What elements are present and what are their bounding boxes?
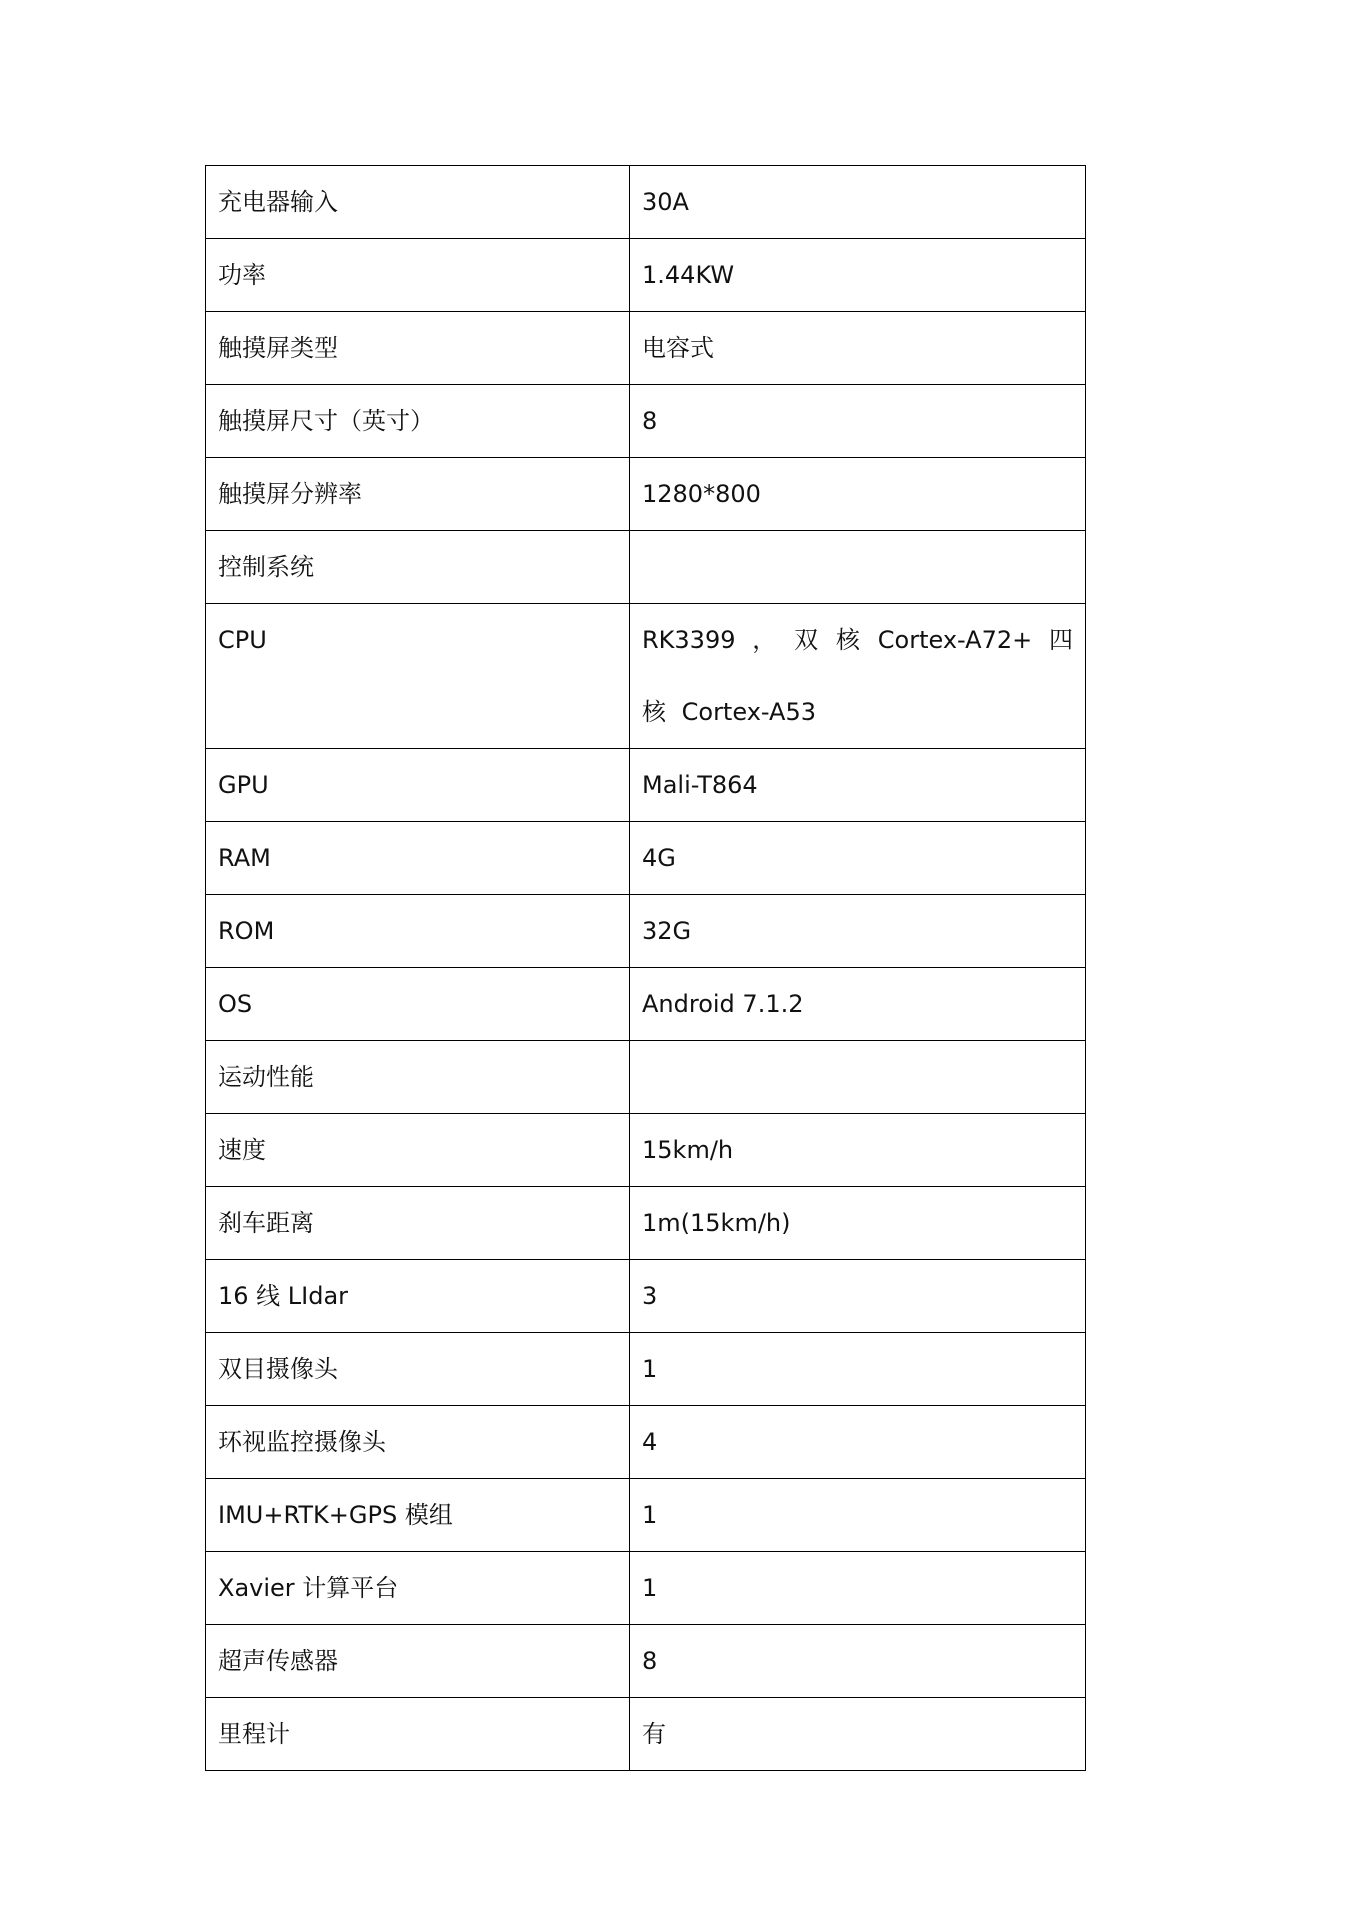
row-label: 里程计 bbox=[206, 1698, 630, 1771]
row-value: 1 bbox=[630, 1333, 1086, 1406]
row-value: RK3399 ， 双 核 Cortex-A72+ 四 核 Cortex-A53 bbox=[630, 604, 1086, 749]
row-value: 8 bbox=[630, 1625, 1086, 1698]
table-row bbox=[206, 1479, 1086, 1552]
row-value: 1m(15km/h) bbox=[630, 1187, 1086, 1260]
table-row bbox=[206, 1114, 1086, 1187]
row-label: 充电器输入 bbox=[206, 166, 630, 239]
table-row bbox=[206, 1333, 1086, 1406]
row-label: IMU+RTK+GPS 模组 bbox=[206, 1479, 630, 1552]
table-row bbox=[206, 1041, 1086, 1114]
row-value bbox=[630, 531, 1086, 604]
table-row bbox=[206, 239, 1086, 312]
table-row bbox=[206, 822, 1086, 895]
row-value: 电容式 bbox=[630, 312, 1086, 385]
row-value: 有 bbox=[630, 1698, 1086, 1771]
row-label: 环视监控摄像头 bbox=[206, 1406, 630, 1479]
row-label: OS bbox=[206, 968, 630, 1041]
row-label: 超声传感器 bbox=[206, 1625, 630, 1698]
row-value: 1 bbox=[630, 1552, 1086, 1625]
table-row bbox=[206, 458, 1086, 531]
row-label: 功率 bbox=[206, 239, 630, 312]
row-value: Mali-T864 bbox=[630, 749, 1086, 822]
row-label: RAM bbox=[206, 822, 630, 895]
row-value bbox=[630, 1041, 1086, 1114]
row-value: 30A bbox=[630, 166, 1086, 239]
table-row bbox=[206, 531, 1086, 604]
table-row bbox=[206, 749, 1086, 822]
row-label: Xavier 计算平台 bbox=[206, 1552, 630, 1625]
row-label: 运动性能 bbox=[206, 1041, 630, 1114]
row-value: Android 7.1.2 bbox=[630, 968, 1086, 1041]
table-row bbox=[206, 895, 1086, 968]
row-value: 8 bbox=[630, 385, 1086, 458]
row-label: 触摸屏分辨率 bbox=[206, 458, 630, 531]
row-label: ROM bbox=[206, 895, 630, 968]
row-label: 刹车距离 bbox=[206, 1187, 630, 1260]
table-row bbox=[206, 1552, 1086, 1625]
table-row bbox=[206, 1406, 1086, 1479]
table-row bbox=[206, 604, 1086, 749]
table-row bbox=[206, 1260, 1086, 1333]
row-value: 15km/h bbox=[630, 1114, 1086, 1187]
row-label: 16 线 LIdar bbox=[206, 1260, 630, 1333]
row-value: 1280*800 bbox=[630, 458, 1086, 531]
table-row bbox=[206, 1187, 1086, 1260]
row-label: CPU bbox=[206, 604, 630, 749]
row-value: 32G bbox=[630, 895, 1086, 968]
spec-table bbox=[205, 165, 1086, 1771]
row-value: 1 bbox=[630, 1479, 1086, 1552]
row-label: 速度 bbox=[206, 1114, 630, 1187]
table-row bbox=[206, 1698, 1086, 1771]
row-label: GPU bbox=[206, 749, 630, 822]
row-value: 1.44KW bbox=[630, 239, 1086, 312]
row-label: 双目摄像头 bbox=[206, 1333, 630, 1406]
row-label: 触摸屏尺寸（英寸） bbox=[206, 385, 630, 458]
table-row bbox=[206, 385, 1086, 458]
row-label: 控制系统 bbox=[206, 531, 630, 604]
table-row bbox=[206, 312, 1086, 385]
row-label: 触摸屏类型 bbox=[206, 312, 630, 385]
row-value: 4 bbox=[630, 1406, 1086, 1479]
table-row bbox=[206, 166, 1086, 239]
spec-table-body bbox=[206, 166, 1086, 1771]
table-row bbox=[206, 968, 1086, 1041]
row-value: 3 bbox=[630, 1260, 1086, 1333]
row-value: 4G bbox=[630, 822, 1086, 895]
table-row bbox=[206, 1625, 1086, 1698]
